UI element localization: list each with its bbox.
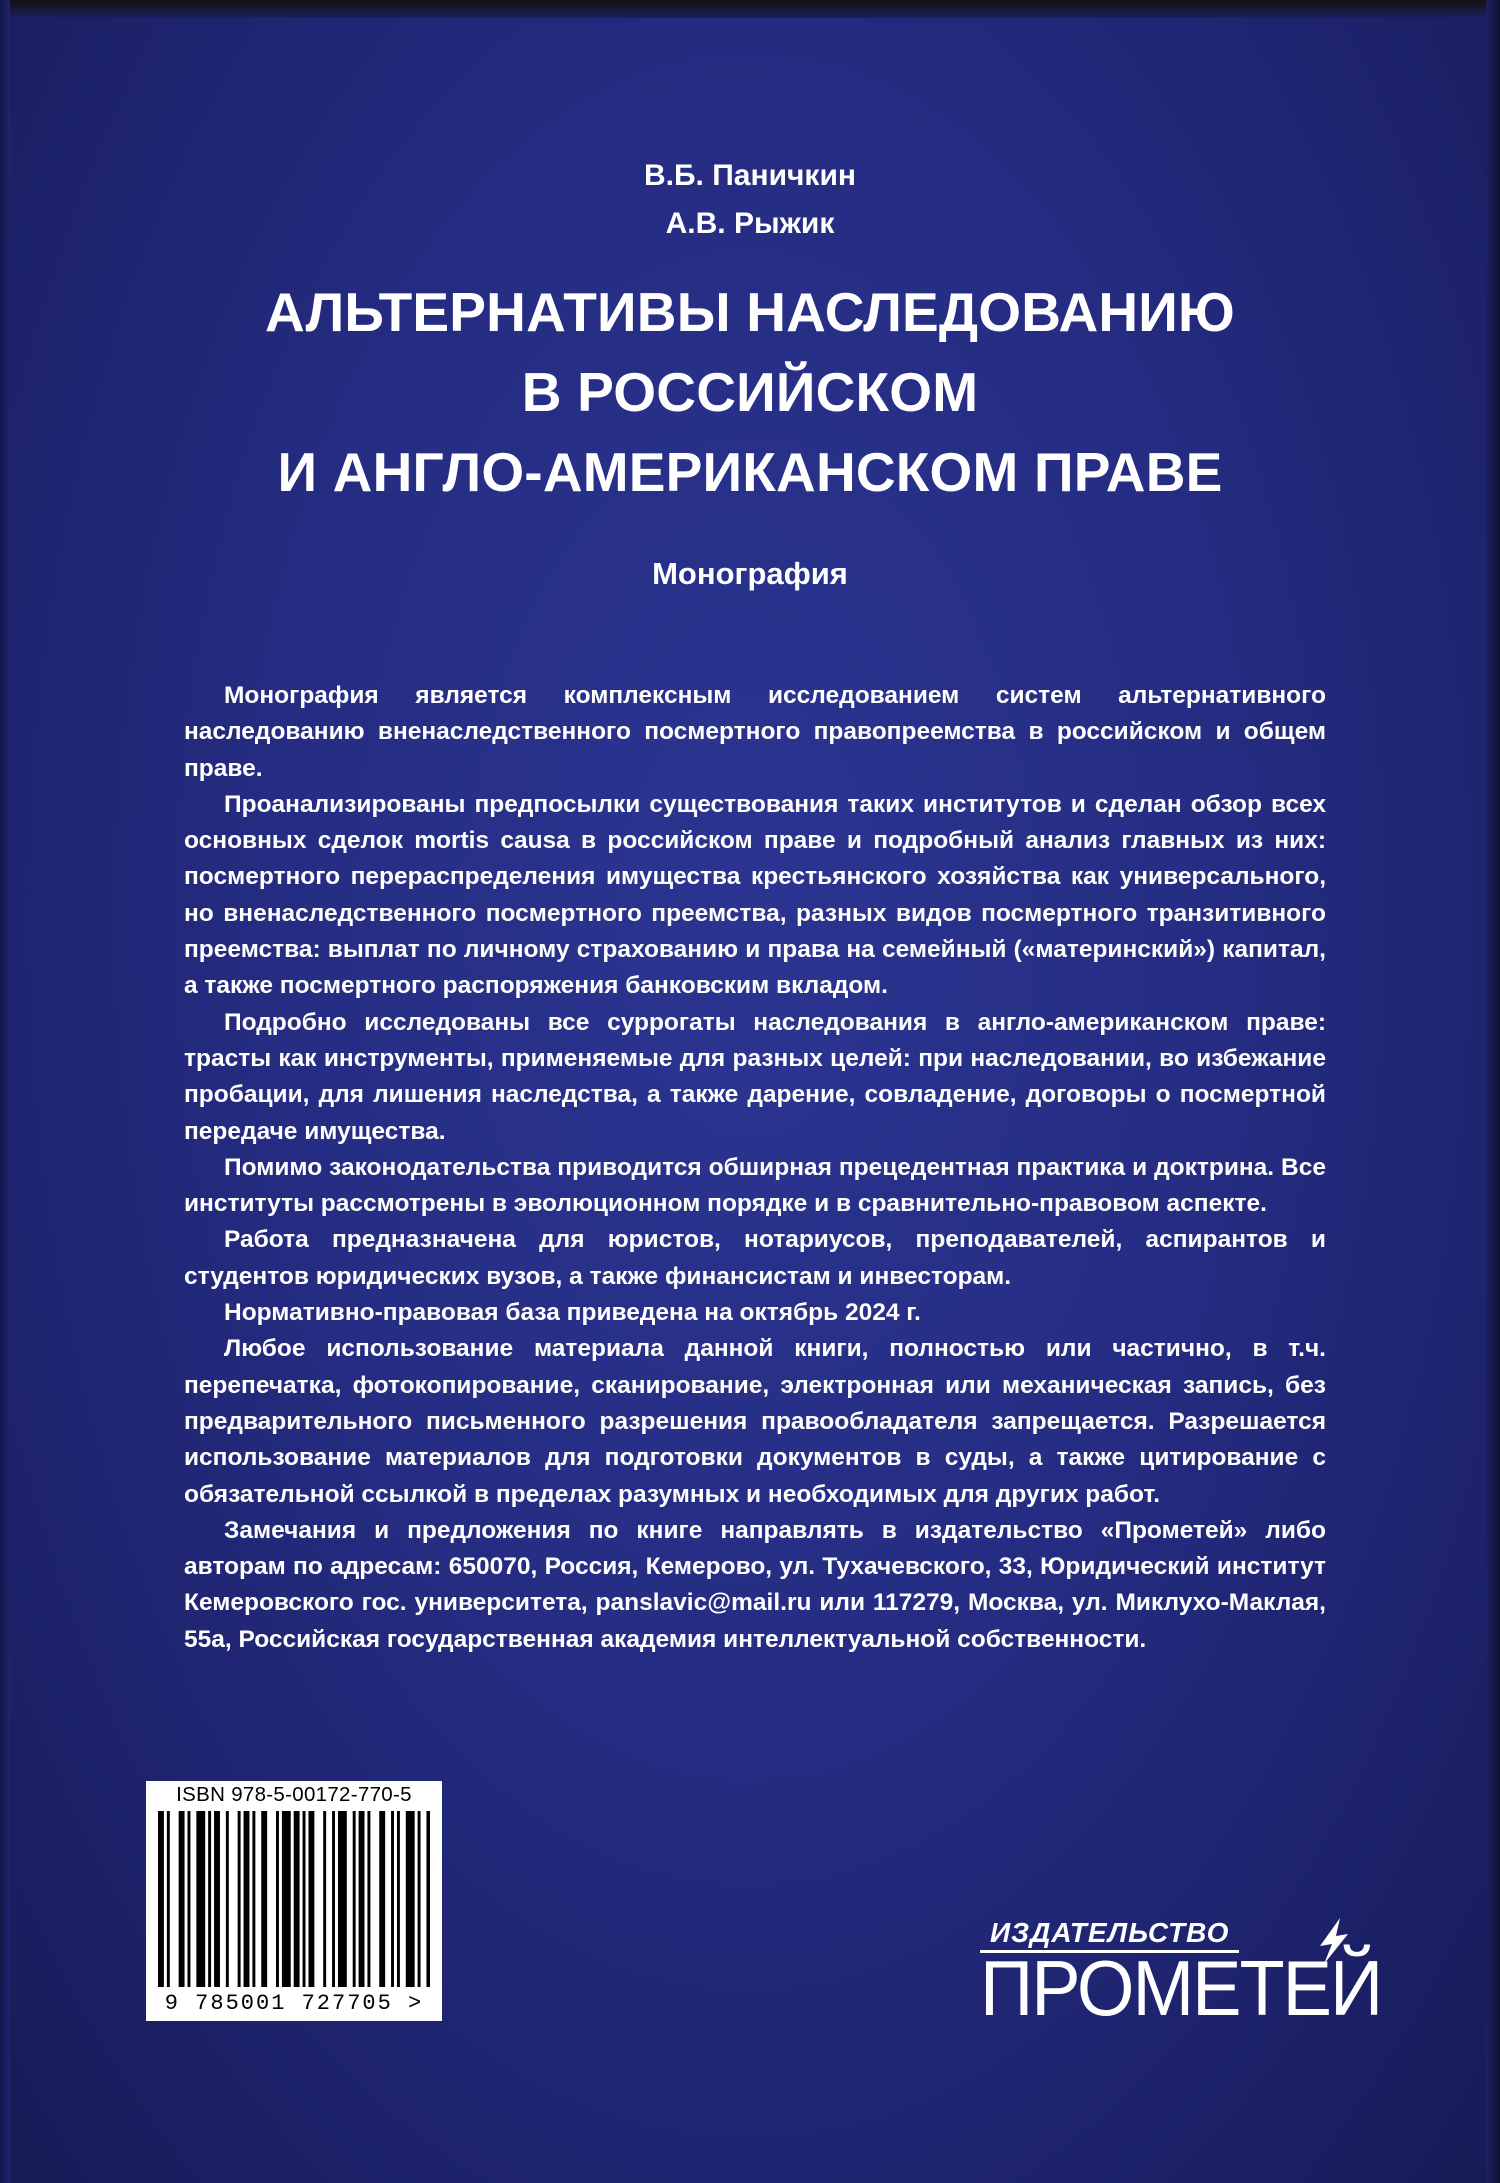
paragraph-5: Работа предназначена для юристов, нотариусов, преподавателей, аспирантов и студентов юридических вузов, а также финансистам и инвесторам. — [184, 1226, 1326, 1290]
paragraph-4: Помимо законодательства приводится обширная прецедентная практика и доктрина. Все институты рассмотрены в эволюционном порядке и в сравнительно-правовом аспекте. — [184, 1153, 1326, 1218]
publisher-logo-top: ИЗДАТЕЛЬСТВО — [980, 1916, 1239, 1953]
title-line-3: И АНГЛО-АМЕРИКАНСКОМ ПРАВЕ — [277, 441, 1223, 503]
author-2: А.В. Рыжик — [665, 207, 835, 240]
author-1: В.Б. Паничкин — [643, 159, 857, 192]
title-line-1: АЛЬТЕРНАТИВЫ НАСЛЕДОВАНИЮ — [265, 281, 1235, 343]
paragraph-6: Нормативно-правовая база приведена на октябрь 2024 г. — [224, 1299, 921, 1327]
book-title — [0, 272, 1500, 512]
title-line-2: В РОССИЙСКОМ — [521, 361, 979, 423]
isbn-barcode-block — [146, 1781, 442, 2021]
publisher-logo-name: ПРОМЕТЕЙ — [980, 1944, 1382, 2032]
ean-digits: 9 785001 727705 > — [164, 1991, 424, 2016]
authors — [0, 152, 1500, 248]
genre-label: Монография — [652, 556, 848, 591]
paragraph-2: Проанализированы предпосылки существования таких институтов и сделан обзор всех основных сделок mortis causa в российском праве и подробный анализ главных из них: посмертного перераспределения имущества крестьянского хозяйства как универсального, но вненаследственного посмертного преемства, разных видов посмертного транзитивного преемства: выплат по личному страхованию и права на семейный («материнский») капитал, а также посмертного распоряжения банковским вкладом. — [184, 790, 1326, 1000]
barcode-icon — [154, 1811, 434, 1987]
paragraph-1: Монография является комплексным исследованием систем альтернативного наследованию вненаследственного посмертного правопреемства в российском и общем праве. — [184, 682, 1326, 782]
paragraph-8: Замечания и предложения по книге направлять в издательство «Прометей» либо авторам по адресам: 650070, Россия, Кемерово, ул. Тухачевского, 33, Юридический институт Кемеровского гос. университета, panslavic@mail.ru или 117279, Москва, ул. Миклухо-Маклая, 55а, Российская государственная академия интеллектуальной собственности. — [184, 1516, 1326, 1653]
paragraph-7: Любое использование материала данной книги, полностью или частично, в т.ч. перепечатка, фотокопирование, сканирование, электронная или механическая запись, без предварительного письменного разрешения правообладателя запрещается. Разрешается использование материалов для подготовки документов в суды, а также цитирование с обязательной ссылкой в пределах разумных и необходимых для других работ. — [184, 1335, 1326, 1508]
annotation-text — [184, 678, 1326, 1658]
cover-top-edge — [0, 0, 1500, 18]
publisher-logo — [980, 1916, 1382, 2032]
paragraph-3: Подробно исследованы все суррогаты наследования в англо-американском праве: трасты как инструменты, применяемые для разных целей: при наследовании, во избежание пробации, для лишения наследства, а также дарение, совладение, договоры о посмертной передаче имущества. — [184, 1008, 1326, 1145]
isbn-label: ISBN 978-5-00172-770-5 — [176, 1783, 412, 1806]
